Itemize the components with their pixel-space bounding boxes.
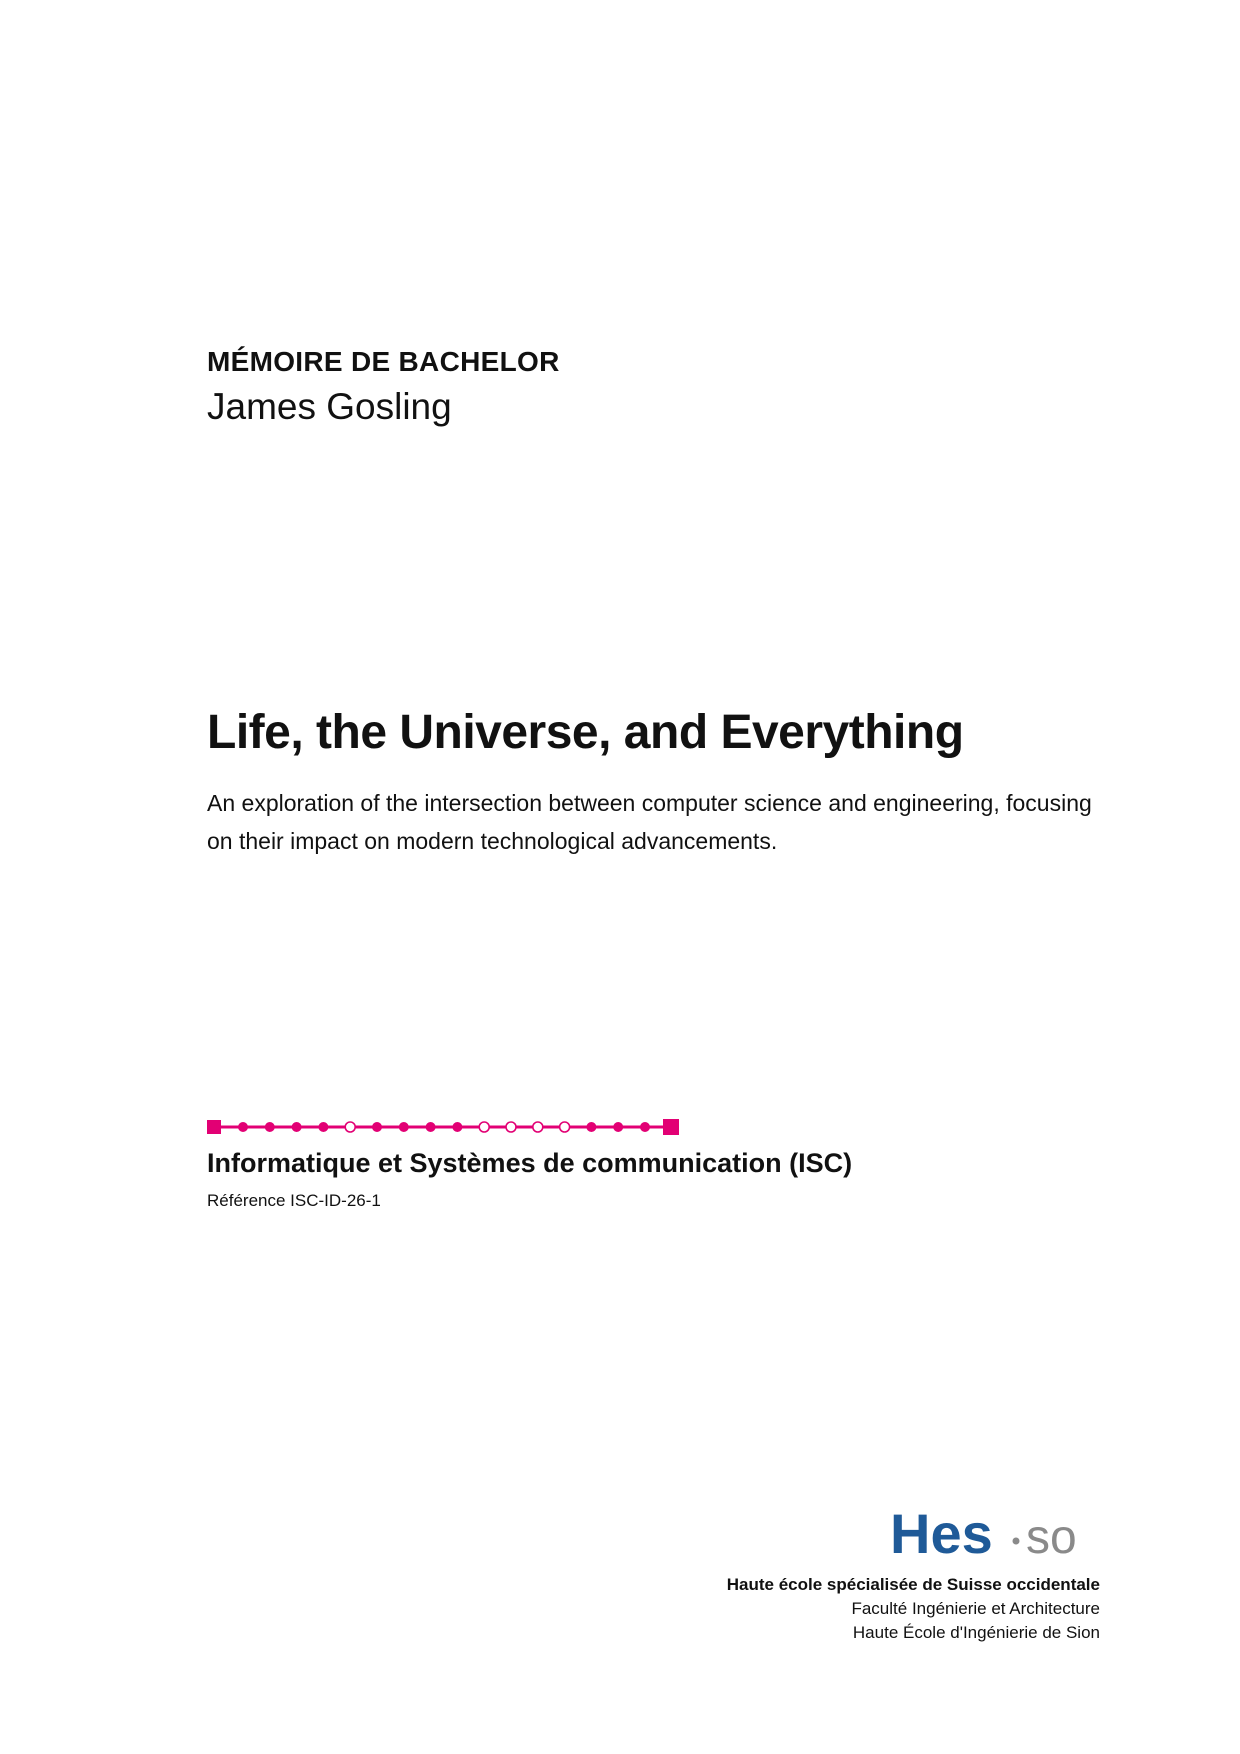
hes-so-logo [890,1505,1100,1561]
reference-code: Référence ISC-ID-26-1 [207,1191,381,1210]
timeline-dot-filled [292,1122,302,1132]
timeline-dot-filled [640,1122,650,1132]
logo-primary-text: Hes [890,1505,993,1561]
faculty-name: Faculté Ingénierie et Architecture [851,1599,1100,1618]
department-name: Informatique et Systèmes de communication (ISC) [207,1148,853,1178]
timeline-dot-hollow [533,1122,543,1132]
timeline-dot-filled [399,1122,409,1132]
thesis-title: Life, the Universe, and Everything [207,706,964,759]
timeline-dot-hollow [560,1122,570,1132]
thesis-subtitle: An exploration of the intersection between computer science and engineering, focusing on their impact on modern technological advancements. [207,790,1092,854]
timeline-dot-filled [426,1122,436,1132]
timeline-start-marker [207,1120,221,1134]
timeline-dot-filled [452,1122,462,1132]
timeline-dot-filled [318,1122,328,1132]
timeline-dot-filled [613,1122,623,1132]
document-type: MÉMOIRE DE BACHELOR [207,346,560,377]
institution-block [727,1573,1100,1645]
institution-name: Haute école spécialisée de Suisse occidentale [726,1575,1100,1594]
logo-secondary-text: so [1026,1511,1077,1561]
timeline-dot-filled [238,1122,248,1132]
timeline-dot-hollow [479,1122,489,1132]
school-name: Haute École d'Ingénierie de Sion [852,1623,1100,1642]
timeline-dot-filled [586,1122,596,1132]
timeline-dot-hollow [506,1122,516,1132]
logo-dot [1013,1538,1020,1545]
timeline-dot-filled [372,1122,382,1132]
author-name: James Gosling [207,386,452,427]
progress-timeline [205,1116,681,1138]
timeline-dot-filled [265,1122,275,1132]
timeline-end-marker [663,1119,679,1135]
timeline-dot-hollow [345,1122,355,1132]
